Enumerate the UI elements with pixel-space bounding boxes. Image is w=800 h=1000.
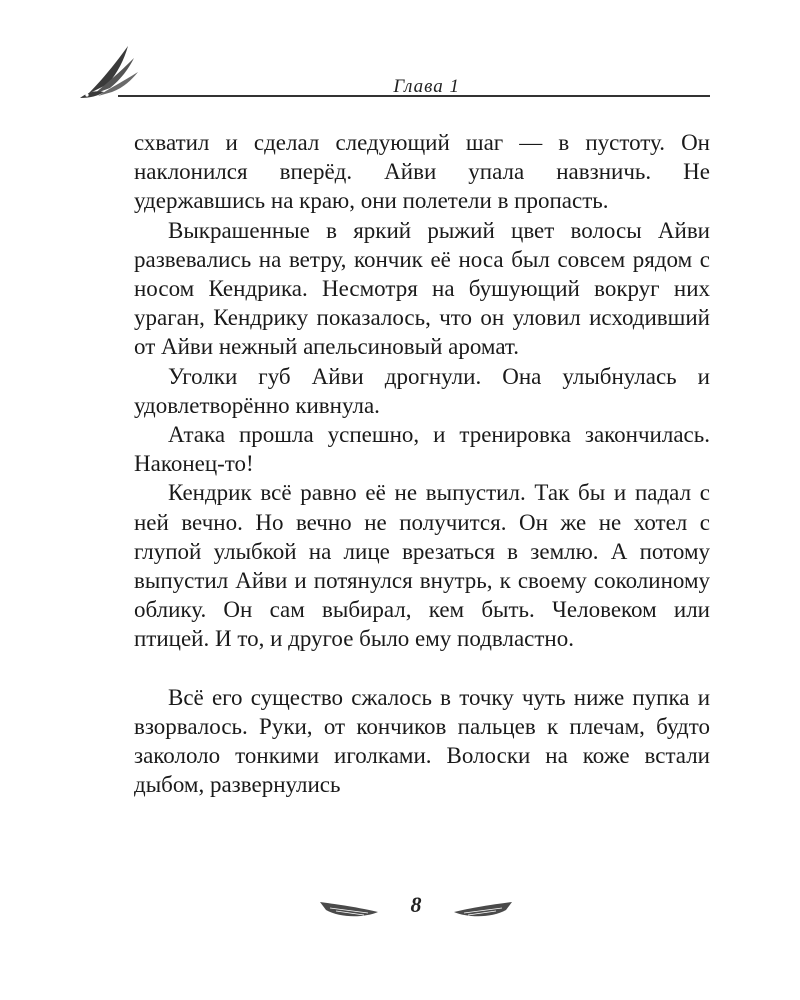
- paragraph: Всё его существо сжалось в точку чуть ниже пупка и взорвалось. Руки, от кончиков пальцев к плечам, будто закололо тонкими иголками. Волоски на коже встали дыбом, развернулись: [134, 684, 710, 798]
- wing-ornament-right-icon: [452, 898, 514, 920]
- paragraph: Атака прошла успешно, и тренировка закончилась. Наконец-то!: [134, 422, 710, 477]
- wing-emblem-icon: [78, 42, 148, 102]
- page-number: 8: [410, 892, 422, 917]
- paragraph: Выкрашенные в яркий рыжий цвет волосы Айви развевались на ветру, кончик её носа был совсем рядом с носом Кендрика. Несмотря на бушующий вокруг них ураган, Кендрику показалось, что он уловил исходивший от Айви нежный апельсиновый аромат.: [134, 217, 710, 360]
- paragraph: Уголки губ Айви дрогнули. Она улыбнулась и удовлетворённо кивнула.: [134, 363, 710, 418]
- body-text: [134, 128, 710, 799]
- wing-ornament-left-icon: [318, 898, 380, 920]
- page-footer: [0, 892, 800, 924]
- running-header: [78, 42, 710, 102]
- paragraph: схватил и сделал следующий шаг — в пустоту. Он наклонился вперёд. Айви упала навзничь. Не удержавшись на краю, они полетели в пропасть.: [134, 130, 710, 214]
- chapter-title: Глава 1: [393, 76, 460, 97]
- paragraph: Кендрик всё равно её не выпустил. Так бы и падал с ней вечно. Но вечно не получится. Он же не хотел с глупой улыбкой на лице врезаться в землю. А потому выпустил Айви и потянулся внутрь, к своему соколиному облику. Он сам выбирал, кем быть. Человеком или птицей. И то, и другое было ему подвластно.: [134, 480, 710, 652]
